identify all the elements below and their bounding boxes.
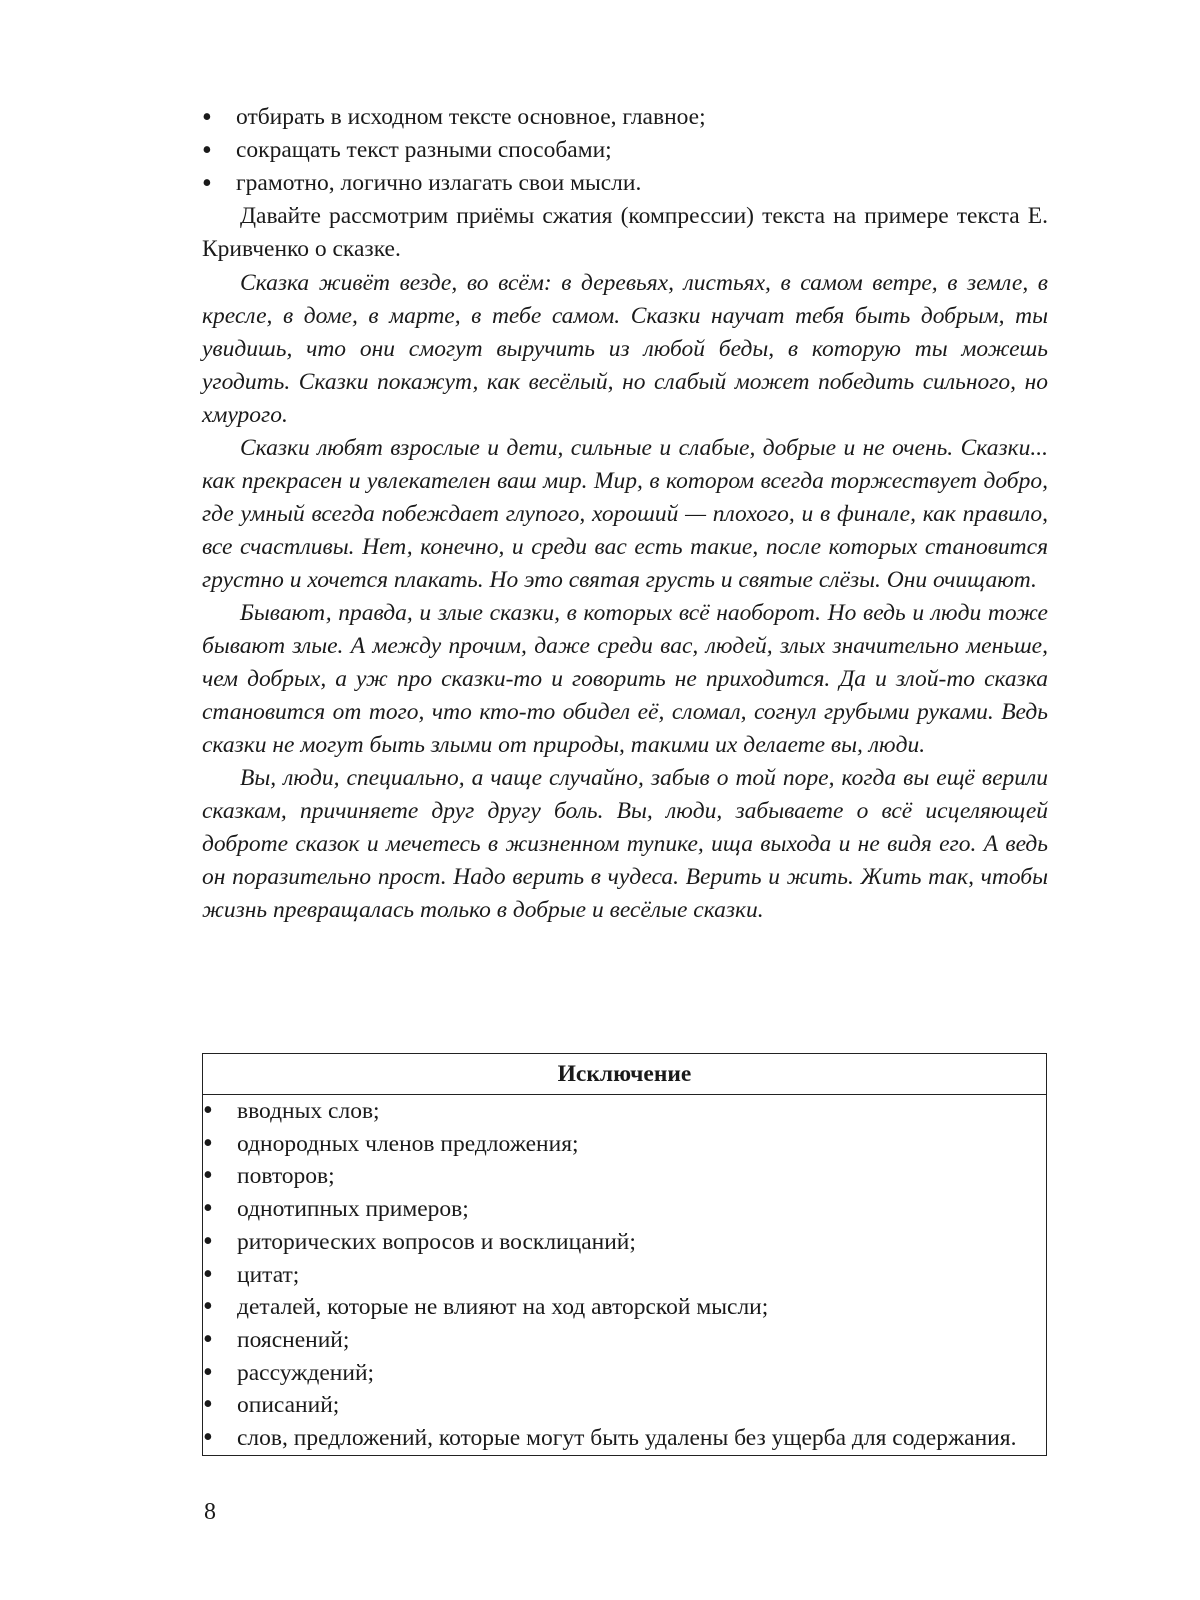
quote-paragraph: Вы, люди, специально, а чаще случайно, забыв о той поре, когда вы ещё верили сказкам, причиняете друг другу боль. Вы, люди, забываете о всё исцеляющей доброте сказок и мечетесь в жизненном тупике, ища выхода и не видя его. А ведь он поразительно прост. Надо верить в чудеса. Верить и жить. Жить так, чтобы жизнь превращалась только в добрые и весёлые сказки. [202,765,1048,923]
list-item: • вводных слов; [203,1095,1046,1128]
main-text [202,101,1048,927]
skills-list [202,101,1048,200]
quote-paragraph: Бывают, правда, и злые сказки, в которых всё наоборот. Но ведь и люди тоже бывают злые. А между прочим, даже среди вас, людей, злых значительно меньше, чем добрых, а уж про сказки-то и говорить не приходится. Да и злой-то сказка становится от того, что кто-то обидел её, сломал, согнул грубыми руками. Ведь сказки не могут быть злыми от природы, такими их делаете вы, люди. [202,600,1048,758]
list-item: • грамотно, логично излагать свои мысли. [202,167,1048,200]
list-item: • однородных членов предложения; [203,1128,1046,1161]
list-item: • сокращать текст разными способами; [202,134,1048,167]
intro-paragraph: Давайте рассмотрим приёмы сжатия (компрессии) текста на примере текста Е. Кривченко о сказке. [202,203,1048,262]
quote-paragraph: Сказка живёт везде, во всём: в деревьях, листьях, в самом ветре, в земле, в кресле, в доме, в марте, в тебе самом. Сказки научат тебя быть добрым, ты увидишь, что они смогут выручить из любой беды, в которую ты можешь угодить. Сказки покажут, как весёлый, но слабый может победить сильного, но хмурого. [202,270,1048,428]
exclusion-list [203,1095,1046,1455]
list-item: • деталей, которые не влияют на ход авторской мысли; [203,1291,1046,1324]
list-item: • риторических вопросов и восклицаний; [203,1226,1046,1259]
list-item: • цитат; [203,1259,1046,1292]
list-item: • слов, предложений, которые могут быть удалены без ущерба для содержания. [203,1422,1046,1455]
box-title: Исключение [203,1054,1046,1095]
quote-paragraph: Сказки любят взрослые и дети, сильные и слабые, добрые и не очень. Сказки... как прекрасен и увлекателен ваш мир. Мир, в котором всегда торжествует добро, где умный всегда побеждает глупого, хороший — плохого, и в финале, как правило, все счастливы. Нет, конечно, и среди вас есть такие, после которых становится грустно и хочется плакать. Но это святая грусть и святые слёзы. Они очищают. [202,435,1048,593]
list-item: • однотипных примеров; [203,1193,1046,1226]
list-item: • рассуждений; [203,1357,1046,1390]
list-item: • отбирать в исходном тексте основное, главное; [202,101,1048,134]
list-item: • пояснений; [203,1324,1046,1357]
page-number: 8 [204,1499,216,1525]
list-item: • повторов; [203,1160,1046,1193]
exclusion-box [202,1053,1047,1456]
list-item: • описаний; [203,1389,1046,1422]
